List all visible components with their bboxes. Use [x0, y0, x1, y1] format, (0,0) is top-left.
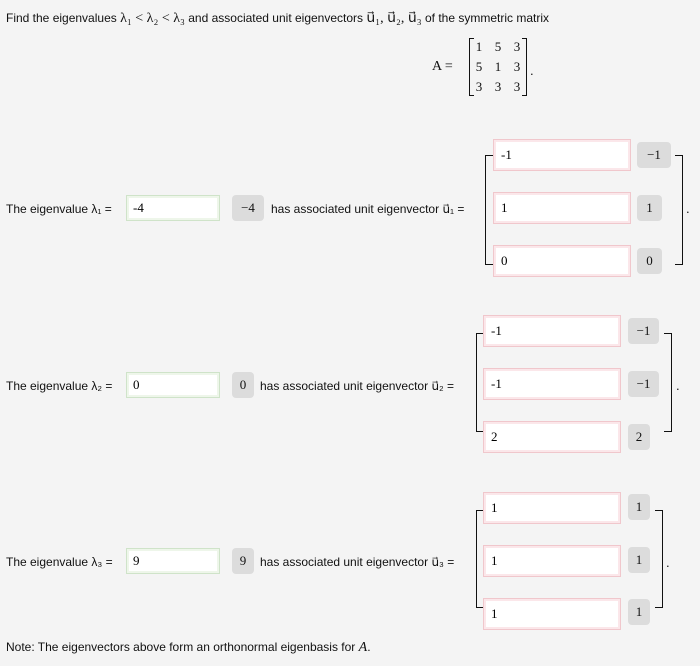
eigenvector-label: has associated unit eigenvector u⃗₂ =: [260, 379, 455, 393]
matrix-cell: 1: [475, 39, 483, 54]
eigenvalue-order: λ₁ < λ₂ < λ₃: [120, 11, 185, 26]
eigenvector-answer-badge: 0: [637, 248, 662, 274]
vector-terminator: .: [686, 201, 690, 216]
eigenvalue-input[interactable]: [126, 548, 220, 574]
eigenvalue-label: The eigenvalue λ₃ =: [6, 555, 113, 569]
eigenvalue-answer-badge: −4: [232, 195, 264, 221]
eigenvector-answer-badge: 1: [628, 547, 650, 573]
matrix-cell: 3: [475, 79, 483, 94]
eigenvalue-answer-badge: 9: [232, 548, 254, 574]
matrix-cell: 5: [475, 59, 483, 74]
note-symbol: A: [358, 640, 368, 655]
eigenvector-input[interactable]: [483, 545, 621, 577]
eigenvector-label: has associated unit eigenvector u⃗₃ =: [260, 555, 455, 569]
eigenvector-input[interactable]: [483, 421, 621, 453]
matrix-cell: 1: [494, 59, 502, 74]
vector-right-bracket: [655, 510, 663, 608]
matrix-label: A =: [432, 59, 453, 74]
vector-right-bracket: [664, 333, 672, 432]
note-end: .: [367, 640, 371, 654]
eigenvector-answer-badge: 2: [628, 424, 650, 450]
eigenvector-input[interactable]: [483, 368, 621, 400]
eigenvector-answer-badge: −1: [637, 142, 671, 168]
matrix-cell: 3: [513, 59, 521, 74]
eigenvector-answer-badge: 1: [628, 599, 650, 625]
eigenvector-input[interactable]: [493, 139, 631, 171]
matrix-cell: 5: [494, 39, 502, 54]
eigenvalue-input[interactable]: [126, 372, 220, 398]
eigenvector-names: u⃗₁, u⃗₂, u⃗₃: [366, 11, 422, 26]
eigenvalue-label: The eigenvalue λ₂ =: [6, 379, 113, 393]
eigenvector-input[interactable]: [493, 245, 631, 277]
vector-terminator: .: [666, 555, 670, 570]
eigenvector-answer-badge: 1: [628, 494, 650, 520]
matrix-cell: 3: [513, 39, 521, 54]
eigenvector-input[interactable]: [483, 315, 621, 347]
eigenvalue-label: The eigenvalue λ₁ =: [6, 202, 112, 216]
matrix-terminator: .: [530, 63, 534, 78]
eigenvector-label: has associated unit eigenvector u⃗₁ =: [271, 202, 465, 216]
matrix-cell: 3: [513, 79, 521, 94]
intro-text-post: of the symmetric matrix: [424, 11, 550, 25]
eigenvector-answer-badge: −1: [628, 371, 659, 397]
intro-text-pre: Find the eigenvalues: [6, 11, 117, 25]
problem-statement: [6, 10, 549, 27]
eigenvector-answer-badge: −1: [628, 318, 659, 344]
eigenvalue-answer-badge: 0: [232, 372, 254, 398]
intro-text-mid: and associated unit eigenvectors: [188, 11, 364, 25]
eigenvector-input[interactable]: [483, 492, 621, 524]
eigenvector-answer-badge: 1: [637, 195, 662, 221]
note: [6, 640, 371, 656]
vector-right-bracket: [675, 155, 683, 265]
matrix-cell: 3: [494, 79, 502, 94]
eigenvalue-input[interactable]: [126, 195, 220, 221]
matrix-grid: [469, 38, 527, 96]
vector-terminator: .: [676, 378, 680, 393]
note-text: Note: The eigenvectors above form an orthonormal eigenbasis for: [6, 640, 356, 654]
eigenvector-input[interactable]: [483, 598, 621, 630]
eigenvector-input[interactable]: [493, 192, 631, 224]
vector-left-bracket: [485, 155, 493, 265]
